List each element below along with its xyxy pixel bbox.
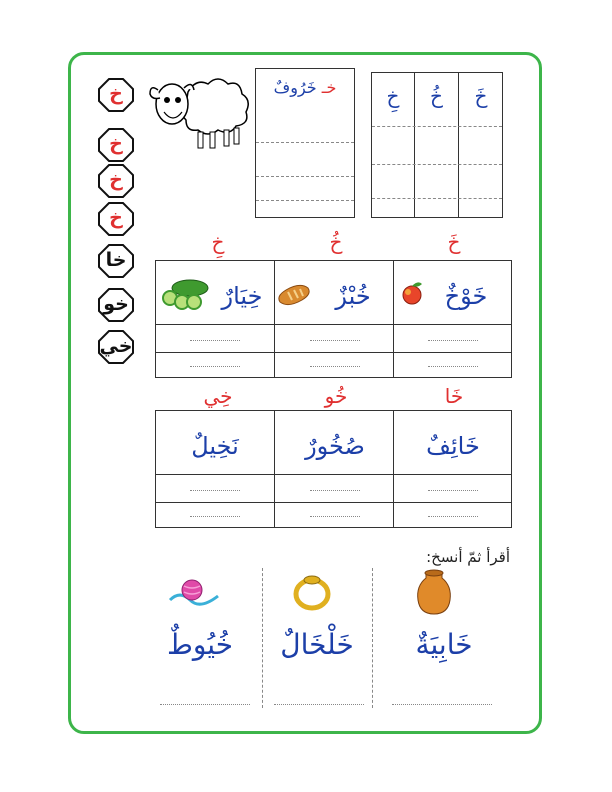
dash-line (256, 176, 354, 177)
dash-line (372, 126, 502, 127)
section1-header: خُ (329, 230, 343, 254)
column-divider (262, 568, 263, 708)
letter-badge-text: خي (99, 335, 133, 357)
section2-header: خِي (203, 384, 233, 408)
anklet-word: خَلْخَالٌ (280, 628, 354, 661)
peach-icon (400, 280, 426, 310)
letter-badge-text: خ (109, 169, 123, 191)
section2-header: خَا (444, 384, 464, 408)
letter-cell: خُ (430, 84, 443, 108)
dotted-line (428, 366, 478, 367)
dotted-line (428, 490, 478, 491)
yarn-icon (166, 578, 222, 616)
palm-word: نَخِيلٌ (191, 432, 239, 460)
rocks-word: صُخُورٌ (305, 432, 365, 460)
dotted-line (190, 516, 240, 517)
dash-line (256, 142, 354, 143)
sheep-word-text: خَرُوفٌ (273, 78, 317, 97)
section2-table (155, 410, 512, 528)
bread-word: خُبْزٌ (335, 282, 371, 310)
table-divider (274, 410, 275, 528)
dotted-line (190, 366, 240, 367)
table-divider (274, 260, 275, 378)
dotted-line (310, 366, 360, 367)
sheep-word-letter: خـ (321, 78, 337, 97)
letter-badge (98, 202, 134, 236)
sheep-word (258, 78, 352, 97)
letter-badge-text: خ (109, 83, 123, 105)
afraid-word: خَائِفٌ (426, 432, 480, 460)
letter-badge-text: خ (109, 133, 123, 155)
dotted-line (310, 490, 360, 491)
dash-line (372, 198, 502, 199)
cucumber-word: خِيَارٌ (221, 282, 263, 310)
dotted-line (428, 340, 478, 341)
letter-cell: خِ (386, 84, 400, 108)
dotted-line (392, 704, 492, 705)
anklet-icon (290, 572, 334, 618)
dash-line (372, 164, 502, 165)
dotted-line (190, 490, 240, 491)
cucumber-icon (160, 276, 210, 314)
dotted-line (310, 516, 360, 517)
letter-badge (98, 128, 134, 162)
section1-header: خِ (211, 230, 225, 254)
letter-badge (98, 288, 134, 322)
column-divider (372, 568, 373, 708)
peach-word: خَوْخٌ (444, 282, 488, 310)
letter-badge (98, 78, 134, 112)
threads-word: خُيُوطٌ (166, 628, 234, 661)
dotted-line (190, 340, 240, 341)
section2-header: خُو (324, 384, 348, 408)
letter-badge (98, 330, 134, 364)
letter-badge-text: خ (109, 207, 123, 229)
jar-word: خَابِيَةٌ (415, 628, 473, 661)
dash-line (256, 200, 354, 201)
dotted-line (428, 516, 478, 517)
table-rule (155, 352, 512, 353)
instruction-text: أقرأ ثمّ أنسخ: (426, 548, 510, 566)
dotted-line (310, 340, 360, 341)
table-rule (155, 324, 512, 325)
sheep-illustration (148, 72, 252, 152)
section1-header: خَ (447, 230, 461, 254)
letter-cell: خَ (474, 84, 488, 108)
bread-icon (276, 284, 312, 310)
letter-badge (98, 164, 134, 198)
jar-icon (414, 568, 454, 620)
dotted-line (274, 704, 364, 705)
letter-badge-text: خو (103, 293, 129, 315)
letter-badge-text: خا (105, 249, 127, 271)
letter-badge (98, 244, 134, 278)
table-rule (155, 474, 512, 475)
table-divider (393, 260, 394, 378)
table-divider (393, 410, 394, 528)
table-rule (155, 502, 512, 503)
dotted-line (160, 704, 250, 705)
